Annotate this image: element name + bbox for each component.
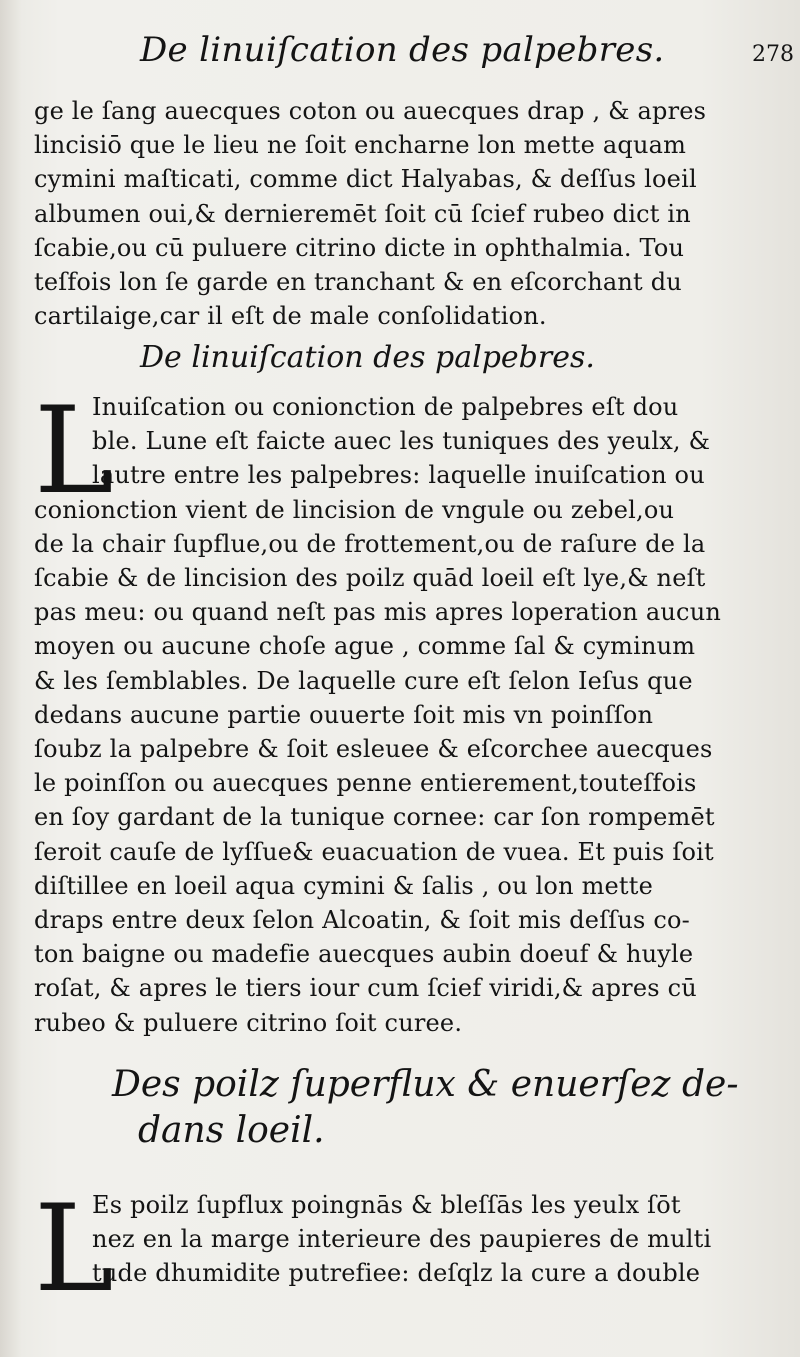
text-line: & les ſemblables. De laquelle cure eſt ſelon Ieſus que	[34, 666, 693, 695]
text-line: pas meu: ou quand neſt pas mis apres loperation aucun	[34, 598, 722, 627]
text-line: lincisiō que le lieu ne ſoit encharne lon mette aquam	[34, 131, 687, 160]
text-line: rubeo & puluere citrino ſoit curee.	[34, 1008, 463, 1037]
text-line: Inuiſcation ou conionction de palpebres eſt dou	[92, 393, 679, 421]
text-line: Es poilz ſupflux poingnās & bleſſās les yeulx ſōt	[92, 1191, 681, 1219]
drop-capital: L	[34, 382, 114, 521]
text-line: lautre entre les palpebres: laquelle inuiſcation ou	[92, 461, 705, 490]
text-line: le poinſſon ou auecques penne entierement,touteſfois	[34, 769, 697, 798]
text-line: ſoubz la palpebre & ſoit esleuee & eſcorchee auecques	[34, 735, 713, 764]
text-line: teſfois lon ſe garde en tranchant & en eſcorchant du	[34, 268, 682, 297]
text-line: ge le ſang auecques coton ou auecques drap , & apres	[34, 97, 707, 125]
text-line: cartilaige,car il eſt de male conſolidation.	[34, 302, 547, 331]
text-line: de la chair ſupflue,ou de frottement,ou de raſure de la	[34, 529, 706, 558]
running-header: De linuiſcation des palpebres.	[140, 30, 665, 70]
text-line: en ſoy gardant de la tunique cornee: car ſon rompemēt	[34, 803, 715, 832]
text-line: albumen oui,& dernieremēt ſoit cū ſcief rubeo dict in	[34, 199, 691, 228]
heading-line: dans loeil.	[138, 1110, 325, 1151]
text-line: ton baigne ou madefie auecques aubin doeuf & huyle	[34, 940, 694, 969]
text-line: cymini maſticati, comme dict Halyabas, & deſſus loeil	[34, 165, 697, 194]
text-line: ſeroit cauſe de lyſſue& euacuation de vuea. Et puis ſoit	[34, 837, 714, 866]
text-line: ſcabie,ou cū puluere citrino dicte in ophthalmia. Tou	[34, 233, 685, 262]
text-line: tude dhumidite putrefiee: deſqlz la cure a double	[92, 1259, 701, 1288]
drop-capital: L	[34, 1180, 114, 1319]
paragraph-continuation	[34, 94, 734, 333]
text-line: roſat, & apres le tiers iour cum ſcief viridi,& apres cū	[34, 974, 697, 1003]
paragraph-linuiscation	[34, 382, 734, 1040]
text-line: diſtillee en loeil aqua cymini & ſalis , ou lon mette	[34, 871, 654, 900]
text-line: ſcabie & de lincision des poilz quād loeil eſt lye,& neſt	[34, 564, 706, 593]
page-number: 278	[752, 42, 794, 67]
text-line: dedans aucune partie ouuerte ſoit mis vn poinſſon	[34, 700, 654, 729]
heading-line: Des poilz ſuperflux & enuerſez de-	[112, 1064, 739, 1105]
section-heading-poilz	[112, 1062, 738, 1154]
text-line: draps entre deux ſelon Alcoatin, & ſoit mis deſſus co-	[34, 906, 690, 935]
text-line: moyen ou aucune choſe ague , comme ſal & cyminum	[34, 632, 696, 661]
section-heading: De linuiſcation des palpebres.	[140, 340, 595, 375]
paragraph-poilz	[34, 1188, 734, 1291]
text-line: ble. Lune eſt faicte auec les tuniques des yeulx, &	[92, 427, 711, 456]
text-line: nez en la marge interieure des paupieres de multi	[92, 1225, 712, 1254]
text-line: conionction vient de lincision de vngule ou zebel,ou	[34, 495, 675, 524]
